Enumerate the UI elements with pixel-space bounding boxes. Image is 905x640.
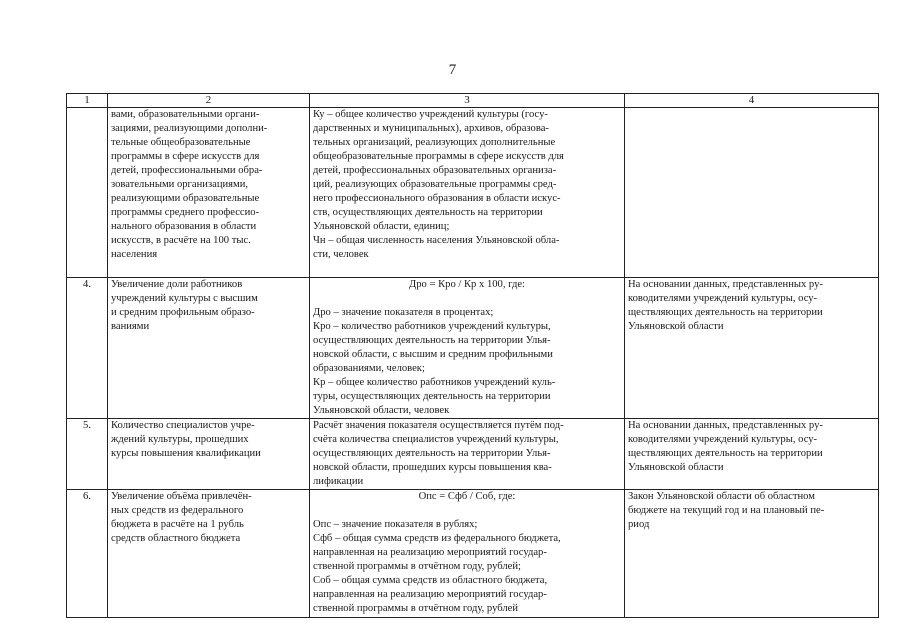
calculation-method-cell xyxy=(310,278,625,419)
text-line: искусств, в расчёте на 100 тыс. xyxy=(111,235,251,246)
text-line: программы в сфере искусств для xyxy=(111,151,260,162)
indicator-name-cell xyxy=(108,419,310,490)
text-line: ществляющих деятельность на территории xyxy=(628,307,823,318)
data-source-cell xyxy=(625,278,879,419)
text-line: него профессионального образования в области искус- xyxy=(313,193,561,204)
text-line: тельных организаций, реализующих дополнительные xyxy=(313,137,556,148)
formula: Опс = Сфб / Соб, где: xyxy=(418,491,516,502)
text-line: ственной программы в отчётном году, рублей xyxy=(313,603,519,614)
text-line: курсы повышения квалификации xyxy=(111,448,261,459)
indicator-name-cell xyxy=(108,108,310,278)
text-line: ств, осуществляющих деятельность на территории xyxy=(313,207,543,218)
table-row xyxy=(67,419,879,490)
formula-definitions xyxy=(313,306,621,418)
text-line: ций, реализующих образовательные программы сред- xyxy=(313,179,557,190)
text-line: Ульяновской области, единиц; xyxy=(313,221,450,232)
text-line: Увеличение доли работников xyxy=(111,279,243,290)
text-line: зовательными организациями, xyxy=(111,179,249,190)
text-line: ководителями учреждений культуры, осу- xyxy=(628,434,818,445)
text-line: Кр – общее количество работников учреждений куль- xyxy=(313,377,556,388)
text-line: ководителями учреждений культуры, осу- xyxy=(628,293,818,304)
table-header-row xyxy=(67,94,879,108)
text-line: ных средств из федерального xyxy=(111,505,244,516)
row-number-cell: 5. xyxy=(67,419,108,490)
text-line: Увеличение объёма привлечён- xyxy=(111,491,252,502)
header-cell: 1 xyxy=(67,94,108,108)
text-line: Закон Ульяновской области об областном xyxy=(628,491,815,502)
text-line: реализующими образовательные xyxy=(111,193,260,204)
text-line: программы среднего профессио- xyxy=(111,207,260,218)
text-line: детей, профессиональными обра- xyxy=(111,165,263,176)
formula-definitions xyxy=(313,518,621,616)
text-line: Ульяновской области xyxy=(628,321,724,332)
calculation-method-cell xyxy=(310,108,625,278)
text-line: бюджете на текущий год и на плановый пе- xyxy=(628,505,825,516)
formula: Дро = Кро / Кр х 100, где: xyxy=(409,279,525,290)
text-line: дарственных и муниципальных), архивов, образова- xyxy=(313,123,549,134)
text-line: новской области, прошедших курсы повышения ква- xyxy=(313,462,552,473)
page-number: 7 xyxy=(448,62,457,78)
text-line: Количество специалистов учре- xyxy=(111,420,255,431)
text-line: ществляющих деятельность на территории xyxy=(628,448,823,459)
text-line: образованиями, человек; xyxy=(313,363,425,374)
row-number-cell: 4. xyxy=(67,278,108,419)
indicator-name-cell xyxy=(108,490,310,618)
text-line: лификации xyxy=(313,476,364,487)
text-line: Опс – значение показателя в рублях; xyxy=(313,519,478,530)
header-cell: 4 xyxy=(625,94,879,108)
header-cell: 2 xyxy=(108,94,310,108)
text-line: риод xyxy=(628,519,650,530)
text-line: общеобразовательные программы в сфере искусств для xyxy=(313,151,564,162)
text-line: Дро – значение показателя в процентах; xyxy=(313,307,494,318)
row-number-cell xyxy=(67,108,108,278)
text-line: Сфб – общая сумма средств из федерального бюджета, xyxy=(313,533,561,544)
text-line: Ульяновской области xyxy=(628,462,724,473)
text-line: детей, профессиональных образовательных организа- xyxy=(313,165,557,176)
calculation-method-cell xyxy=(310,490,625,618)
data-source-cell xyxy=(625,490,879,618)
calculation-method-cell xyxy=(310,419,625,490)
table-row xyxy=(67,108,879,278)
text-line: Чн – общая численность населения Ульяновской обла- xyxy=(313,235,560,246)
text-line: Ульяновской области, человек xyxy=(313,405,450,416)
text-line: туры, осуществляющих деятельность на территории xyxy=(313,391,551,402)
text-line: Кро – количество работников учреждений культуры, xyxy=(313,321,551,332)
text-line: На основании данных, представленных ру- xyxy=(628,279,823,290)
text-line: направленная на реализацию мероприятий государ- xyxy=(313,589,547,600)
text-line: осуществляющих деятельность на территории Улья- xyxy=(313,335,551,346)
text-line: Соб – общая сумма средств из областного бюджета, xyxy=(313,575,548,586)
text-line: новской области, с высшим и средним профильными xyxy=(313,349,553,360)
indicators-table xyxy=(66,93,879,618)
text-line: вами, образовательными органи- xyxy=(111,109,260,120)
text-line: направленная на реализацию мероприятий государ- xyxy=(313,547,547,558)
text-line: нального образования в области xyxy=(111,221,257,232)
text-line: Расчёт значения показателя осуществляется путём под- xyxy=(313,420,564,431)
text-line: Ку – общее количество учреждений культуры (госу- xyxy=(313,109,548,120)
text-line: На основании данных, представленных ру- xyxy=(628,420,823,431)
text-line: осуществляющих деятельность на территории Улья- xyxy=(313,448,551,459)
text-line: учреждений культуры с высшим xyxy=(111,293,258,304)
text-line: зациями, реализующими дополни- xyxy=(111,123,268,134)
text-line: ственной программы в отчётном году, рублей; xyxy=(313,561,521,572)
text-line: ждений культуры, прошедших xyxy=(111,434,249,445)
text-line: средств областного бюджета xyxy=(111,533,241,544)
text-line: тельные общеобразовательные xyxy=(111,137,251,148)
table-row xyxy=(67,490,879,618)
text-line: счёта количества специалистов учреждений культуры, xyxy=(313,434,559,445)
indicator-name-cell xyxy=(108,278,310,419)
table-row xyxy=(67,278,879,419)
text-line: сти, человек xyxy=(313,249,369,260)
text-line: ваниями xyxy=(111,321,150,332)
data-source-cell xyxy=(625,108,879,278)
text-line: населения xyxy=(111,249,158,260)
header-cell: 3 xyxy=(310,94,625,108)
data-source-cell xyxy=(625,419,879,490)
row-number-cell: 6. xyxy=(67,490,108,618)
text-line: и средним профильным образо- xyxy=(111,307,255,318)
text-line: бюджета в расчёте на 1 рубль xyxy=(111,519,244,530)
